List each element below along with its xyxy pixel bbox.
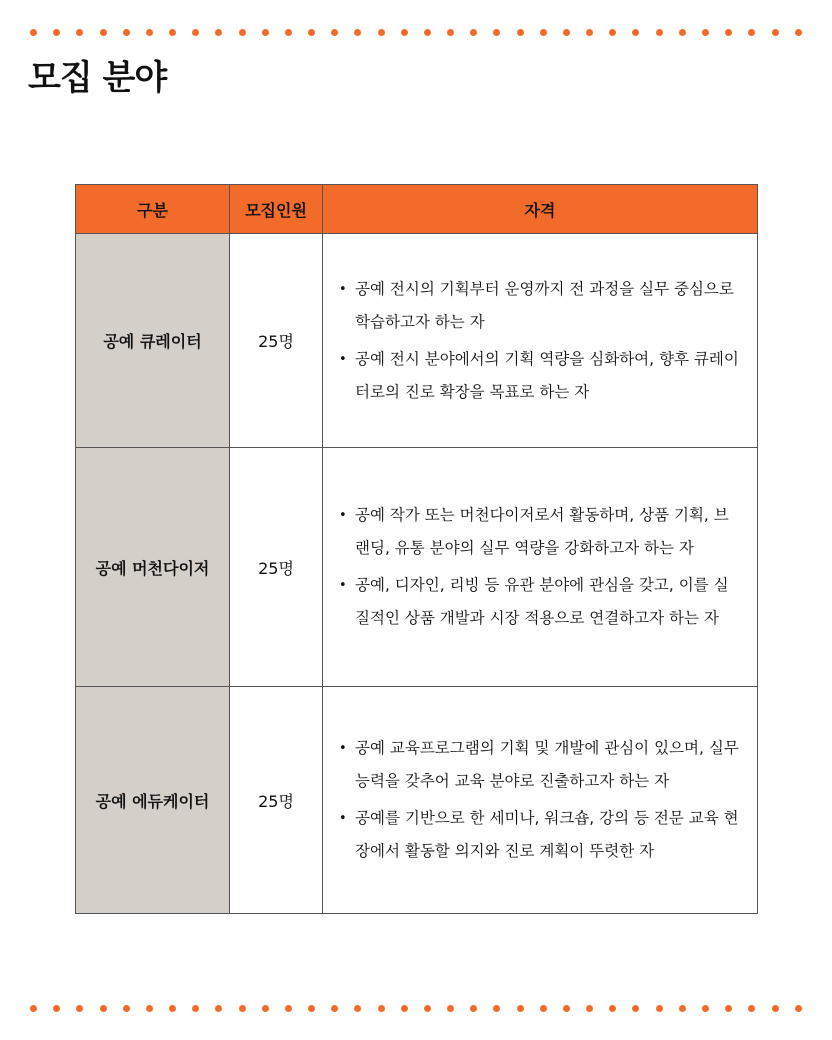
divider-dot [586, 29, 593, 36]
divider-dot [702, 29, 709, 36]
divider-dot [215, 1005, 222, 1012]
header-qualification: 자격 [323, 185, 758, 234]
count-cell: 25명 [230, 234, 323, 448]
divider-dot [795, 29, 802, 36]
divider-dot [725, 29, 732, 36]
divider-dot [401, 29, 408, 36]
divider-dot [354, 1005, 361, 1012]
divider-dot [308, 29, 315, 36]
divider-dot [146, 29, 153, 36]
divider-dot [470, 29, 477, 36]
page-title: 모집 분야 [28, 58, 167, 98]
divider-dot [378, 1005, 385, 1012]
divider-dot [331, 29, 338, 36]
divider-dot [169, 29, 176, 36]
divider-dot [262, 1005, 269, 1012]
divider-dot [30, 1005, 37, 1012]
qualification-text: 공예를 기반으로 한 세미나, 워크숍, 강의 등 전문 교육 현장에서 활동할 의지와 진로 계획이 뚜렷한 자 [355, 809, 739, 860]
divider-dot [795, 1005, 802, 1012]
table-header-row [76, 185, 758, 234]
divider-dot [493, 1005, 500, 1012]
divider-dot [53, 1005, 60, 1012]
header-count: 모집인원 [230, 185, 323, 234]
divider-dot [239, 29, 246, 36]
qualification-text: 공예 교육프로그램의 기획 및 개발에 관심이 있으며, 실무능력을 갖추어 교육 분야로 진출하고자 하는 자 [355, 739, 739, 790]
divider-dot [123, 1005, 130, 1012]
divider-dot [609, 1005, 616, 1012]
qualification-item [339, 569, 741, 635]
top-dot-divider [30, 28, 802, 36]
category-cell: 공예 머천다이저 [76, 448, 230, 687]
divider-dot [517, 29, 524, 36]
qualification-list [339, 732, 741, 868]
qualification-text: 공예 전시 분야에서의 기획 역량을 심화하여, 향후 큐레이터로의 진로 확장을 목표로 하는 자 [355, 349, 739, 401]
divider-dot [772, 29, 779, 36]
divider-dot [100, 29, 107, 36]
divider-dot [76, 1005, 83, 1012]
divider-dot [285, 29, 292, 36]
divider-dot [563, 1005, 570, 1012]
divider-dot [331, 1005, 338, 1012]
bullet-icon: • [339, 741, 347, 756]
qualification-cell [323, 687, 758, 914]
qualification-text: 공예 전시의 기획부터 운영까지 전 과정을 실무 중심으로 학습하고자 하는 자 [355, 279, 734, 331]
qualification-item [339, 273, 741, 339]
bullet-icon: • [339, 578, 347, 593]
divider-dot [447, 29, 454, 36]
divider-dot [424, 29, 431, 36]
divider-dot [748, 1005, 755, 1012]
divider-dot [192, 1005, 199, 1012]
qualification-cell [323, 234, 758, 448]
divider-dot [53, 29, 60, 36]
divider-dot [702, 1005, 709, 1012]
divider-dot [146, 1005, 153, 1012]
table-row [76, 687, 758, 914]
divider-dot [772, 1005, 779, 1012]
recruitment-table [75, 184, 758, 914]
divider-dot [424, 1005, 431, 1012]
divider-dot [493, 29, 500, 36]
divider-dot [470, 1005, 477, 1012]
divider-dot [679, 1005, 686, 1012]
divider-dot [76, 29, 83, 36]
qualification-list [339, 499, 741, 635]
table-row [76, 234, 758, 448]
bullet-icon: • [339, 281, 347, 297]
divider-dot [169, 1005, 176, 1012]
divider-dot [632, 29, 639, 36]
divider-dot [447, 1005, 454, 1012]
divider-dot [308, 1005, 315, 1012]
divider-dot [656, 1005, 663, 1012]
qualification-text: 공예, 디자인, 리빙 등 유관 분야에 관심을 갖고, 이를 실질적인 상품 개발과 시장 적용으로 연결하고자 하는 자 [355, 576, 729, 627]
count-cell: 25명 [230, 448, 323, 687]
count-cell: 25명 [230, 687, 323, 914]
divider-dot [586, 1005, 593, 1012]
divider-dot [30, 29, 37, 36]
divider-dot [192, 29, 199, 36]
divider-dot [262, 29, 269, 36]
divider-dot [123, 29, 130, 36]
qualification-cell [323, 448, 758, 687]
divider-dot [609, 29, 616, 36]
qualification-text: 공예 작가 또는 머천다이저로서 활동하며, 상품 기획, 브랜딩, 유통 분야의 실무 역량을 강화하고자 하는 자 [355, 506, 729, 557]
qualification-item [339, 343, 741, 409]
bullet-icon: • [339, 351, 347, 367]
bottom-dot-divider [30, 1004, 802, 1012]
category-cell: 공예 에듀케이터 [76, 687, 230, 914]
divider-dot [401, 1005, 408, 1012]
divider-dot [540, 29, 547, 36]
divider-dot [100, 1005, 107, 1012]
divider-dot [378, 29, 385, 36]
divider-dot [656, 29, 663, 36]
divider-dot [285, 1005, 292, 1012]
qualification-list [339, 273, 741, 409]
divider-dot [563, 29, 570, 36]
divider-dot [679, 29, 686, 36]
qualification-item [339, 499, 741, 565]
divider-dot [632, 1005, 639, 1012]
divider-dot [239, 1005, 246, 1012]
divider-dot [215, 29, 222, 36]
category-cell: 공예 큐레이터 [76, 234, 230, 448]
bullet-icon: • [339, 508, 347, 523]
divider-dot [354, 29, 361, 36]
table-row [76, 448, 758, 687]
header-category: 구분 [76, 185, 230, 234]
qualification-item [339, 802, 741, 868]
divider-dot [748, 29, 755, 36]
bullet-icon: • [339, 811, 347, 826]
divider-dot [517, 1005, 524, 1012]
divider-dot [540, 1005, 547, 1012]
qualification-item [339, 732, 741, 798]
divider-dot [725, 1005, 732, 1012]
